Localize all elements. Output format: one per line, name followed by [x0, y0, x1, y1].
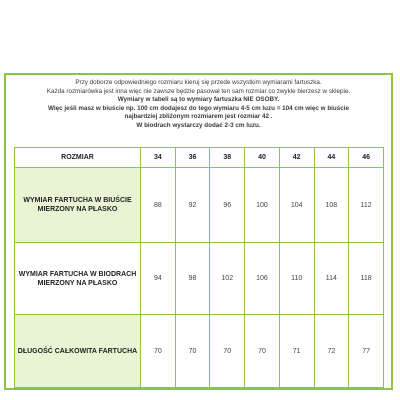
table-cell: 70	[245, 315, 280, 388]
size-table	[14, 147, 384, 388]
table-cell: 94	[141, 243, 176, 315]
size-header-cell: 38	[210, 148, 245, 168]
row-label-bust: WYMIAR FARTUCHA W BIUŚCIE MIERZONY NA PŁASKO	[15, 168, 141, 243]
size-header-cell: 46	[349, 148, 384, 168]
table-row	[15, 243, 384, 315]
table-cell: 71	[279, 315, 314, 388]
row-label-hips: WYMIAR FARTUCHA W BIODRACH MIERZONY NA PŁASKO	[15, 243, 141, 315]
size-chart-frame	[4, 73, 393, 390]
size-header-cell: 44	[314, 148, 349, 168]
size-header-cell: 40	[245, 148, 280, 168]
table-row	[15, 315, 384, 388]
table-cell: 96	[210, 168, 245, 243]
table-cell: 98	[175, 243, 210, 315]
intro-line-4: Więc jeśli masz w biuście np. 100 cm dodajesz do tego wymiaru 4-5 cm luzu = 104 cm więc w biuście	[47, 104, 350, 112]
table-cell: 70	[141, 315, 176, 388]
table-cell: 112	[349, 168, 384, 243]
table-cell: 92	[175, 168, 210, 243]
table-cell: 118	[349, 243, 384, 315]
table-cell: 102	[210, 243, 245, 315]
table-cell: 104	[279, 168, 314, 243]
intro-line-6: W biodrach wystarczy dodać 2-3 cm luzu.	[136, 121, 261, 129]
size-header-label: ROZMIAR	[15, 148, 141, 168]
table-cell: 88	[141, 168, 176, 243]
intro-line-1: Przy doborze odpowiedniego rozmiaru kieruj się przede wszystkim wymiarami fartuszka.	[75, 79, 322, 86]
table-cell: 100	[245, 168, 280, 243]
table-cell: 108	[314, 168, 349, 243]
intro-line-2: Każda rozmiarówka jest inna więc nie zawsze będzie pasował ten sam rozmiar co zwykle bierzesz w sklepie.	[46, 87, 351, 95]
size-header-cell: 36	[175, 148, 210, 168]
row-label-length: DŁUGOŚĆ CAŁKOWITA FARTUCHA	[15, 315, 141, 388]
table-cell: 70	[175, 315, 210, 388]
size-header-cell: 34	[141, 148, 176, 168]
intro-line-3: Wymiary w tabeli są to wymiary fartuszka NIE OSOBY.	[117, 96, 280, 104]
size-header-cell: 42	[279, 148, 314, 168]
table-cell: 106	[245, 243, 280, 315]
table-header-row	[15, 148, 384, 168]
intro-text	[14, 79, 383, 131]
table-cell: 114	[314, 243, 349, 315]
table-cell: 70	[210, 315, 245, 388]
table-cell: 110	[279, 243, 314, 315]
table-cell: 77	[349, 315, 384, 388]
intro-line-5: najbardziej zbliżonym rozmiarem jest rozmiar 42 .	[124, 113, 273, 121]
table-row	[15, 168, 384, 243]
table-cell: 72	[314, 315, 349, 388]
